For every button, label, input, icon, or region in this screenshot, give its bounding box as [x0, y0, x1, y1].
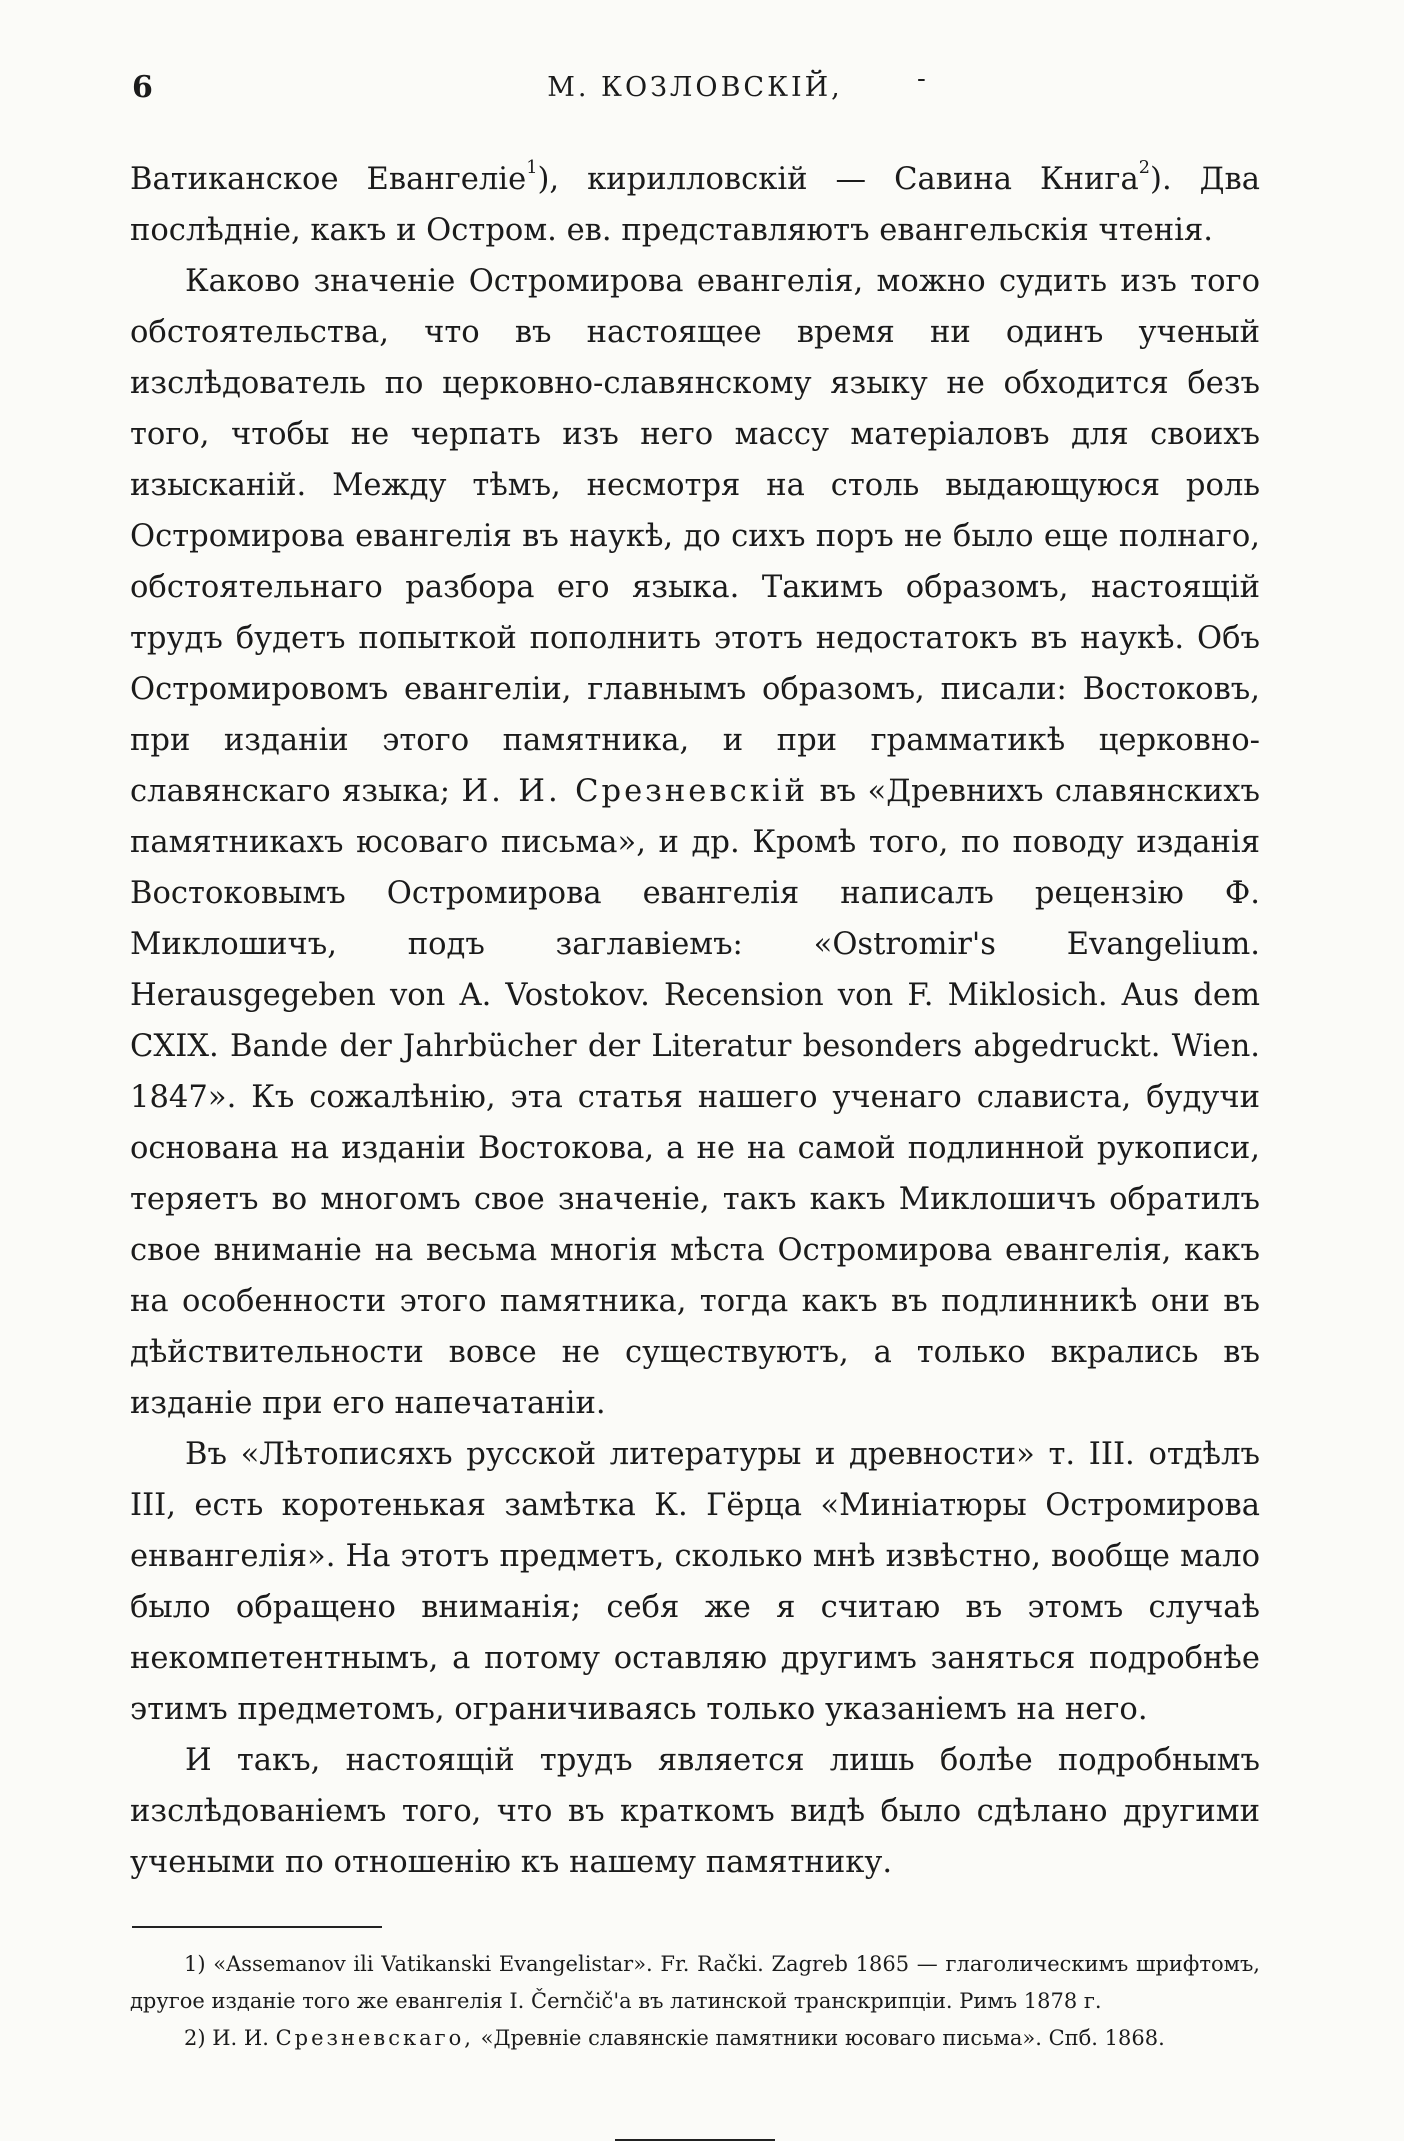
- page-number: 6: [132, 70, 153, 105]
- paragraph-2: Каково значеніе Остромирова евангелія, можно судить изъ того обстоятельства, что въ настоящее время ни одинъ ученый изслѣдователь по церковно-славянскому языку не обходится безъ того, чтобы не черпать изъ него массу матеріаловъ для своихъ изысканій. Между тѣмъ, несмотря на столь выдающуюся роль Остромирова евангелія въ наукѣ, до сихъ поръ не было еще полнаго, обстоятельнаго разбора его языка. Такимъ образомъ, настоящій трудъ будетъ попыткой пополнить этотъ недостатокъ въ наукѣ. Объ Остромировомъ евангеліи, главнымъ образомъ, писали: Востоковъ, при изданіи этого памятника, и при грамматикѣ церковно-славянскаго языка; И. И. Срезневскій въ «Древнихъ славянскихъ памятникахъ юсоваго письма», и др. Кромѣ того, по поводу изданія Востоковымъ Остромирова евангелія написалъ рецензію Ф. Миклошичъ, подъ заглавіемъ: «Ostromir's Evangelium. Herausgegeben von A. Vostokov. Recension von F. Miklosich. Aus dem CXIX. Bande der Jahrbücher der Literatur besonders abgedruckt. Wien. 1847». Къ сожалѣнію, эта статья нашего ученаго слависта, будучи основана на изданіи Востокова, а не на самой подлинной рукописи, теряетъ во многомъ свое значеніе, такъ какъ Миклошичъ обратилъ свое вниманіе на весьма многія мѣста Остромирова евангелія, какъ на особенности этого памятника, тогда какъ въ подлинникѣ они въ дѣйствительности вовсе не существуютъ, а только вкрались въ изданіе при его напечатаніи.: [130, 264, 1261, 1421]
- paragraph-4: И такъ, настоящій трудъ является лишь болѣе подробнымъ изслѣдованіемъ того, что въ краткомъ видѣ было сдѣлано другими учеными по отношенію къ нашему памятнику.: [130, 1743, 1260, 1880]
- running-title: М. КОЗЛОВСКІЙ,: [547, 72, 843, 103]
- footnotes: [130, 1946, 1260, 2057]
- footnote-1: 1) «Assemanov ili Vatikanski Evangelistar». Fr. Rački. Zagreb 1865 — глаголическимъ шрифтомъ, другое изданіе того же евангелія I. Černčič'a въ латинской транскрипціи. Римъ 1878 г.: [130, 1952, 1260, 2013]
- running-header: [130, 62, 1260, 112]
- footnote-ref-2: 2: [1138, 158, 1151, 179]
- document-page: [130, 62, 1260, 2141]
- footnote-ref-1: 1: [526, 158, 538, 179]
- footnote-2-author: Срезневскаго,: [275, 2026, 474, 2050]
- main-text: [130, 154, 1260, 1888]
- header-mark: -: [917, 64, 926, 94]
- author-name-spaced: И. И. Срезневскій: [461, 774, 809, 809]
- footnote-divider: [132, 1926, 382, 1928]
- paragraph-1: Ватиканское Евангеліе$^1$), кирилловскій — Савина Книга$^2$). Два послѣдніе, какъ и Остром. ев. представляютъ евангельскія чтенія.: [130, 158, 1260, 248]
- paragraph-3: Въ «Лѣтописяхъ русской литературы и древности» т. III. отдѣлъ III, есть коротенькая замѣтка К. Гёрца «Миніатюры Остромирова енвангелія». На этотъ предметъ, сколько мнѣ извѣстно, вообще мало было обращено вниманія; себя же я считаю въ этомъ случаѣ некомпетентнымъ, а потому оставляю другимъ заняться подробнѣе этимъ предметомъ, ограничиваясь только указаніемъ на него.: [130, 1437, 1260, 1727]
- footnote-2: 2) И. И. Срезневскаго, «Древніе славянскіе памятники юсоваго письма». Спб. 1868.: [184, 2026, 1165, 2050]
